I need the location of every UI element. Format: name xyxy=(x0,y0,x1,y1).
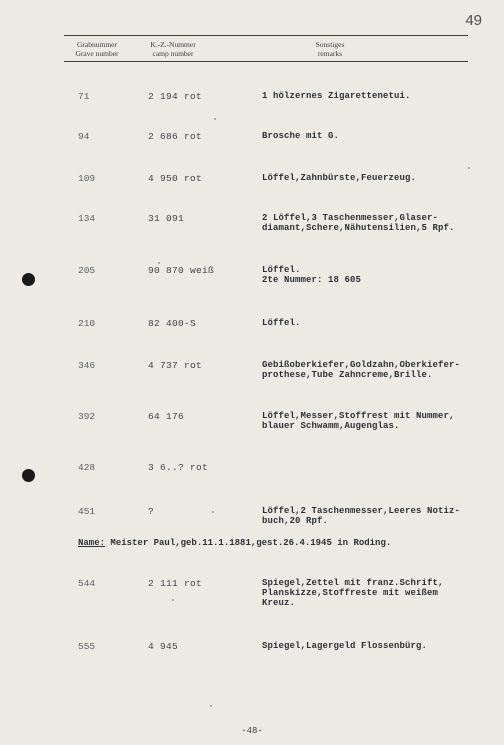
paper-speck xyxy=(468,167,470,169)
name-note-label: Name: xyxy=(78,538,106,548)
camp-number: 3 6..? rot xyxy=(148,462,209,473)
grave-number: 392 xyxy=(78,411,96,422)
remarks-line: Löffel. xyxy=(262,265,301,275)
remarks-line: Löffel,Messer,Stoffrest mit Nummer, xyxy=(262,411,455,421)
remarks-line: Löffel. xyxy=(262,318,301,328)
camp-number: 90 870 weiß xyxy=(148,265,215,276)
page-footer: -48- xyxy=(241,726,263,736)
remarks-line: diamant,Schere,Nähutensilien,5 Rpf. xyxy=(262,223,455,233)
paper-speck xyxy=(214,118,216,120)
punch-hole-upper xyxy=(22,273,35,286)
remarks-line: Brosche mit G. xyxy=(262,131,340,141)
name-note-text: Meister Paul,geb.11.1.1881,gest.26.4.1945 in Roding. xyxy=(105,538,392,548)
grave-number: 94 xyxy=(78,131,90,142)
name-note xyxy=(78,538,391,548)
camp-number: 31 091 xyxy=(148,213,185,224)
paper-speck xyxy=(172,599,174,601)
remarks xyxy=(262,506,487,526)
camp-number: 4 950 rot xyxy=(148,173,203,184)
camp-number: 4 945 xyxy=(148,641,179,652)
remarks-line: buch,20 Rpf. xyxy=(262,516,329,526)
grave-number: 210 xyxy=(78,318,96,329)
remarks xyxy=(262,265,487,285)
remarks-line: Löffel,2 Taschenmesser,Leeres Notiz- xyxy=(262,506,461,516)
remarks xyxy=(262,641,487,651)
camp-number: ? xyxy=(148,506,155,517)
grave-number: 109 xyxy=(78,173,96,184)
remarks xyxy=(262,173,487,183)
remarks-line: Planskizze,Stoffreste mit weißem xyxy=(262,588,439,598)
camp-number: 2 686 rot xyxy=(148,131,203,142)
remarks-line: Spiegel,Zettel mit franz.Schrift, xyxy=(262,578,444,588)
grave-number: 346 xyxy=(78,360,96,371)
header-camp-number: K.-Z.-Nummer camp number xyxy=(150,40,196,58)
remarks-line: blauer Schwamm,Augenglas. xyxy=(262,421,400,431)
remarks-line: prothese,Tube Zahncreme,Brille. xyxy=(262,370,433,380)
header-rule-top xyxy=(64,35,468,36)
grave-number: 544 xyxy=(78,578,96,589)
camp-number: 82 400-S xyxy=(148,318,197,329)
grave-number: 428 xyxy=(78,462,96,473)
grave-number: 134 xyxy=(78,213,96,224)
remarks-line: 2te Nummer: 18 605 xyxy=(262,275,362,285)
header-rule-bottom xyxy=(64,61,468,62)
camp-number: 4 737 rot xyxy=(148,360,203,371)
remarks xyxy=(262,318,487,328)
remarks xyxy=(262,578,487,608)
remarks xyxy=(262,91,487,101)
remarks-line: Spiegel,Lagergeld Flossenbürg. xyxy=(262,641,428,651)
grave-number: 555 xyxy=(78,641,96,652)
grave-number: 71 xyxy=(78,91,90,102)
header-remarks: Sonstiges remarks xyxy=(315,40,345,58)
remarks-line: Löffel,Zahnbürste,Feuerzeug. xyxy=(262,173,417,183)
paper-speck xyxy=(212,511,214,513)
punch-hole-lower xyxy=(22,469,35,482)
remarks-line: 1 hölzernes Zigarettenetui. xyxy=(262,91,411,101)
camp-number: 2 111 rot xyxy=(148,578,203,589)
header-grave-number: Grabnummer Grave number xyxy=(75,40,119,58)
remarks-line: Kreuz. xyxy=(262,598,296,608)
grave-number: 451 xyxy=(78,506,96,517)
remarks xyxy=(262,360,487,380)
remarks-line: Gebißoberkiefer,Goldzahn,Oberkiefer- xyxy=(262,360,461,370)
paper-speck xyxy=(158,262,160,264)
grave-number: 205 xyxy=(78,265,96,276)
page-number: 49 xyxy=(465,12,482,29)
remarks xyxy=(262,411,487,431)
camp-number: 64 176 xyxy=(148,411,185,422)
remarks xyxy=(262,213,487,233)
paper-speck xyxy=(210,705,212,707)
remarks xyxy=(262,131,487,141)
camp-number: 2 194 rot xyxy=(148,91,203,102)
remarks-line: 2 Löffel,3 Taschenmesser,Glaser- xyxy=(262,213,439,223)
